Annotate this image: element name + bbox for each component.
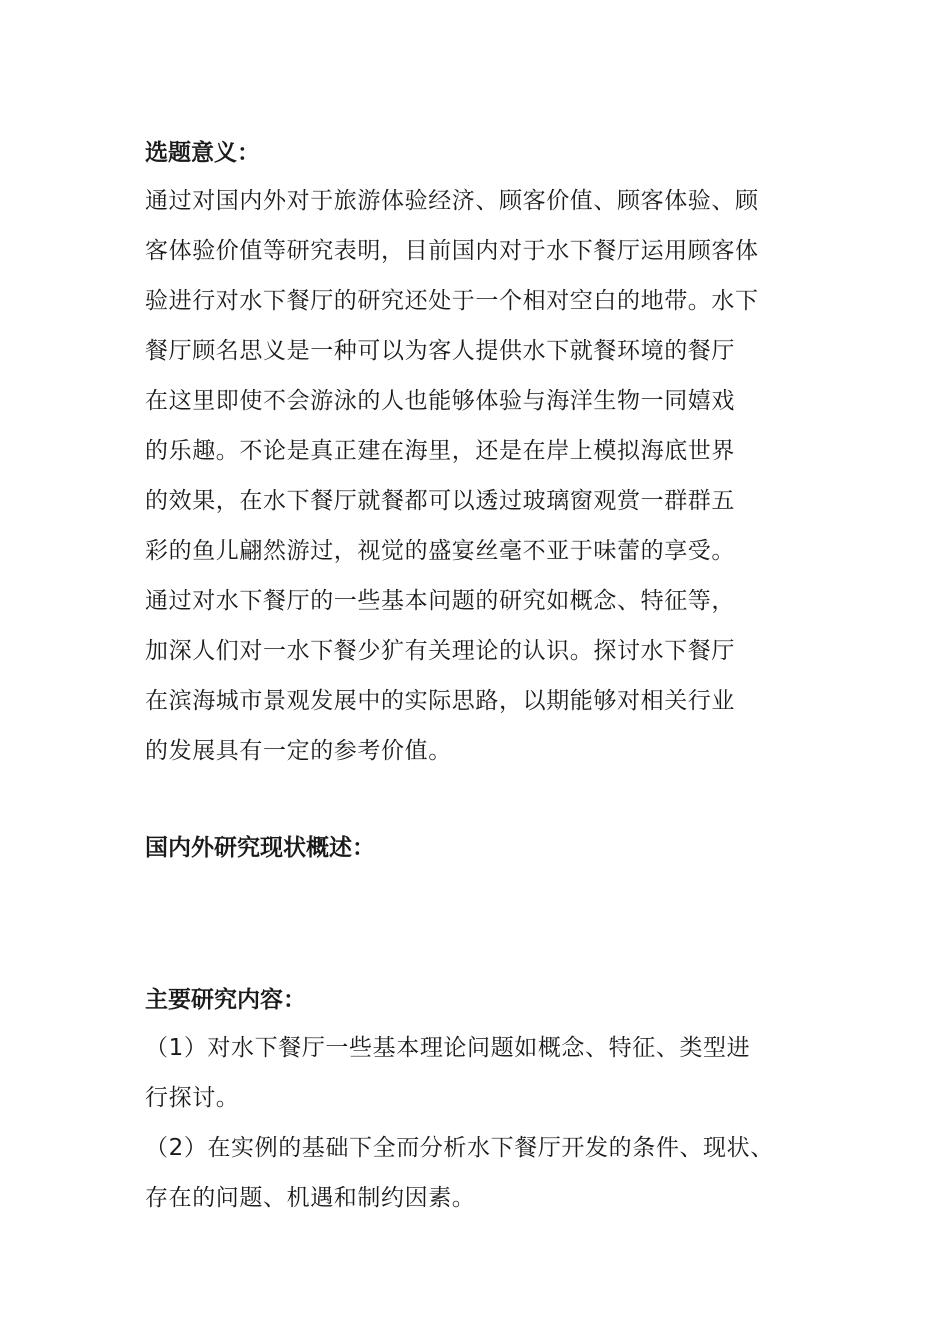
significance-line: 的效果，在水下餐厅就餐都可以透过玻璃窗观赏一群群五 (145, 488, 735, 514)
significance-line: 餐厅顾名思义是一种可以为客人提供水下就餐环境的餐厅 (145, 338, 735, 364)
significance-line: 客体验价值等研究表明，目前国内对于水下餐厅运用顾客体 (145, 238, 759, 264)
significance-line: 通过对国内外对于旅游体验经济、顾客价值、顾客体验、顾 (145, 188, 759, 214)
significance-line: 彩的鱼儿翩然游过，视觉的盛宴丝毫不亚于味蕾的享受。 (145, 538, 735, 564)
significance-line: 在这里即使不会游泳的人也能够体验与海洋生物一同嬉戏 (145, 388, 735, 414)
main-content-line: 行探讨。 (145, 1085, 240, 1111)
significance-line: 验进行对水下餐厅的研究还处于一个相对空白的地带。水下 (145, 288, 759, 314)
significance-line: 的乐趣。不论是真正建在海里，还是在岸上模拟海底世界 (145, 438, 735, 464)
main-content-line: （1）对水下餐厅一些基本理论问题如概念、特征、类型进 (145, 1035, 751, 1061)
significance-line: 在滨海城市景观发展中的实际思路，以期能够对相关行业 (145, 688, 735, 714)
significance-line: 通过对水下餐厅的一些基本问题的研究如概念、特征等， (145, 588, 735, 614)
significance-heading: 选题意义： (145, 140, 260, 166)
main-content-line: 存在的问题、机遇和制约因素。 (145, 1185, 476, 1211)
significance-line: 的发展具有一定的参考价值。 (145, 738, 452, 764)
main-content-heading: 主要研究内容： (145, 987, 306, 1013)
main-content-line: （2）在实例的基础下全而分析水下餐厅开发的条件、现状、 (145, 1135, 774, 1161)
research-status-heading: 国内外研究现状概述： (145, 835, 375, 861)
significance-line: 加深人们对一水下餐少犷有关理论的认识。探讨水下餐厅 (145, 638, 735, 664)
